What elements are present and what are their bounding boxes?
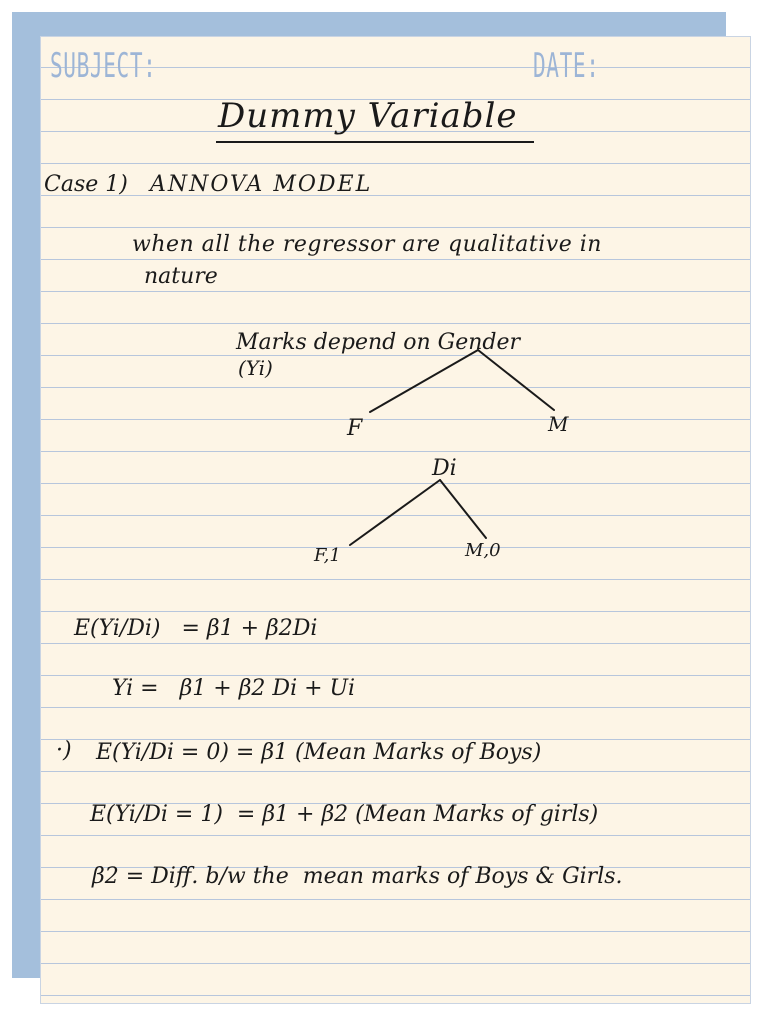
tree-branch-gender-male [478, 350, 554, 410]
equation-difference: β2 = Diff. b/w the mean marks of Boys & Girls. [92, 864, 623, 889]
case-label: Case 1) [44, 172, 128, 197]
definition-line-1: when all the regressor are qualitative in [132, 232, 602, 257]
tree-branch-dummy-female [350, 480, 440, 545]
dummy-female-label: F,1 [314, 545, 341, 566]
tree-branch-gender-female [370, 350, 478, 412]
date-label: DATE: [533, 46, 600, 86]
equation-girls: E(Yi/Di = 1) = β1 + β2 (Mean Marks of girls) [90, 802, 599, 827]
equation-expectation: E(Yi/Di) = β1 + β2Di [74, 616, 318, 641]
definition-line-2: nature [144, 264, 218, 289]
page-title: Dummy Variable [218, 96, 518, 136]
equation-model: Yi = β1 + β2 Di + Ui [112, 676, 356, 701]
gender-female-label: F [347, 416, 363, 441]
case-model: ANNOVA MODEL [150, 172, 373, 197]
bullet-marker: ·) [56, 738, 72, 763]
dummy-male-label: M,0 [465, 540, 501, 561]
gender-male-label: M [548, 412, 569, 436]
dummy-root-label: Di [432, 456, 457, 481]
equation-boys: E(Yi/Di = 0) = β1 (Mean Marks of Boys) [96, 740, 542, 765]
subject-label: SUBJECT: [50, 46, 157, 86]
tree-branch-dummy-male [440, 480, 486, 538]
example-sentence: Marks depend on Gender [236, 330, 521, 355]
example-y-label: (Yi) [238, 356, 273, 380]
